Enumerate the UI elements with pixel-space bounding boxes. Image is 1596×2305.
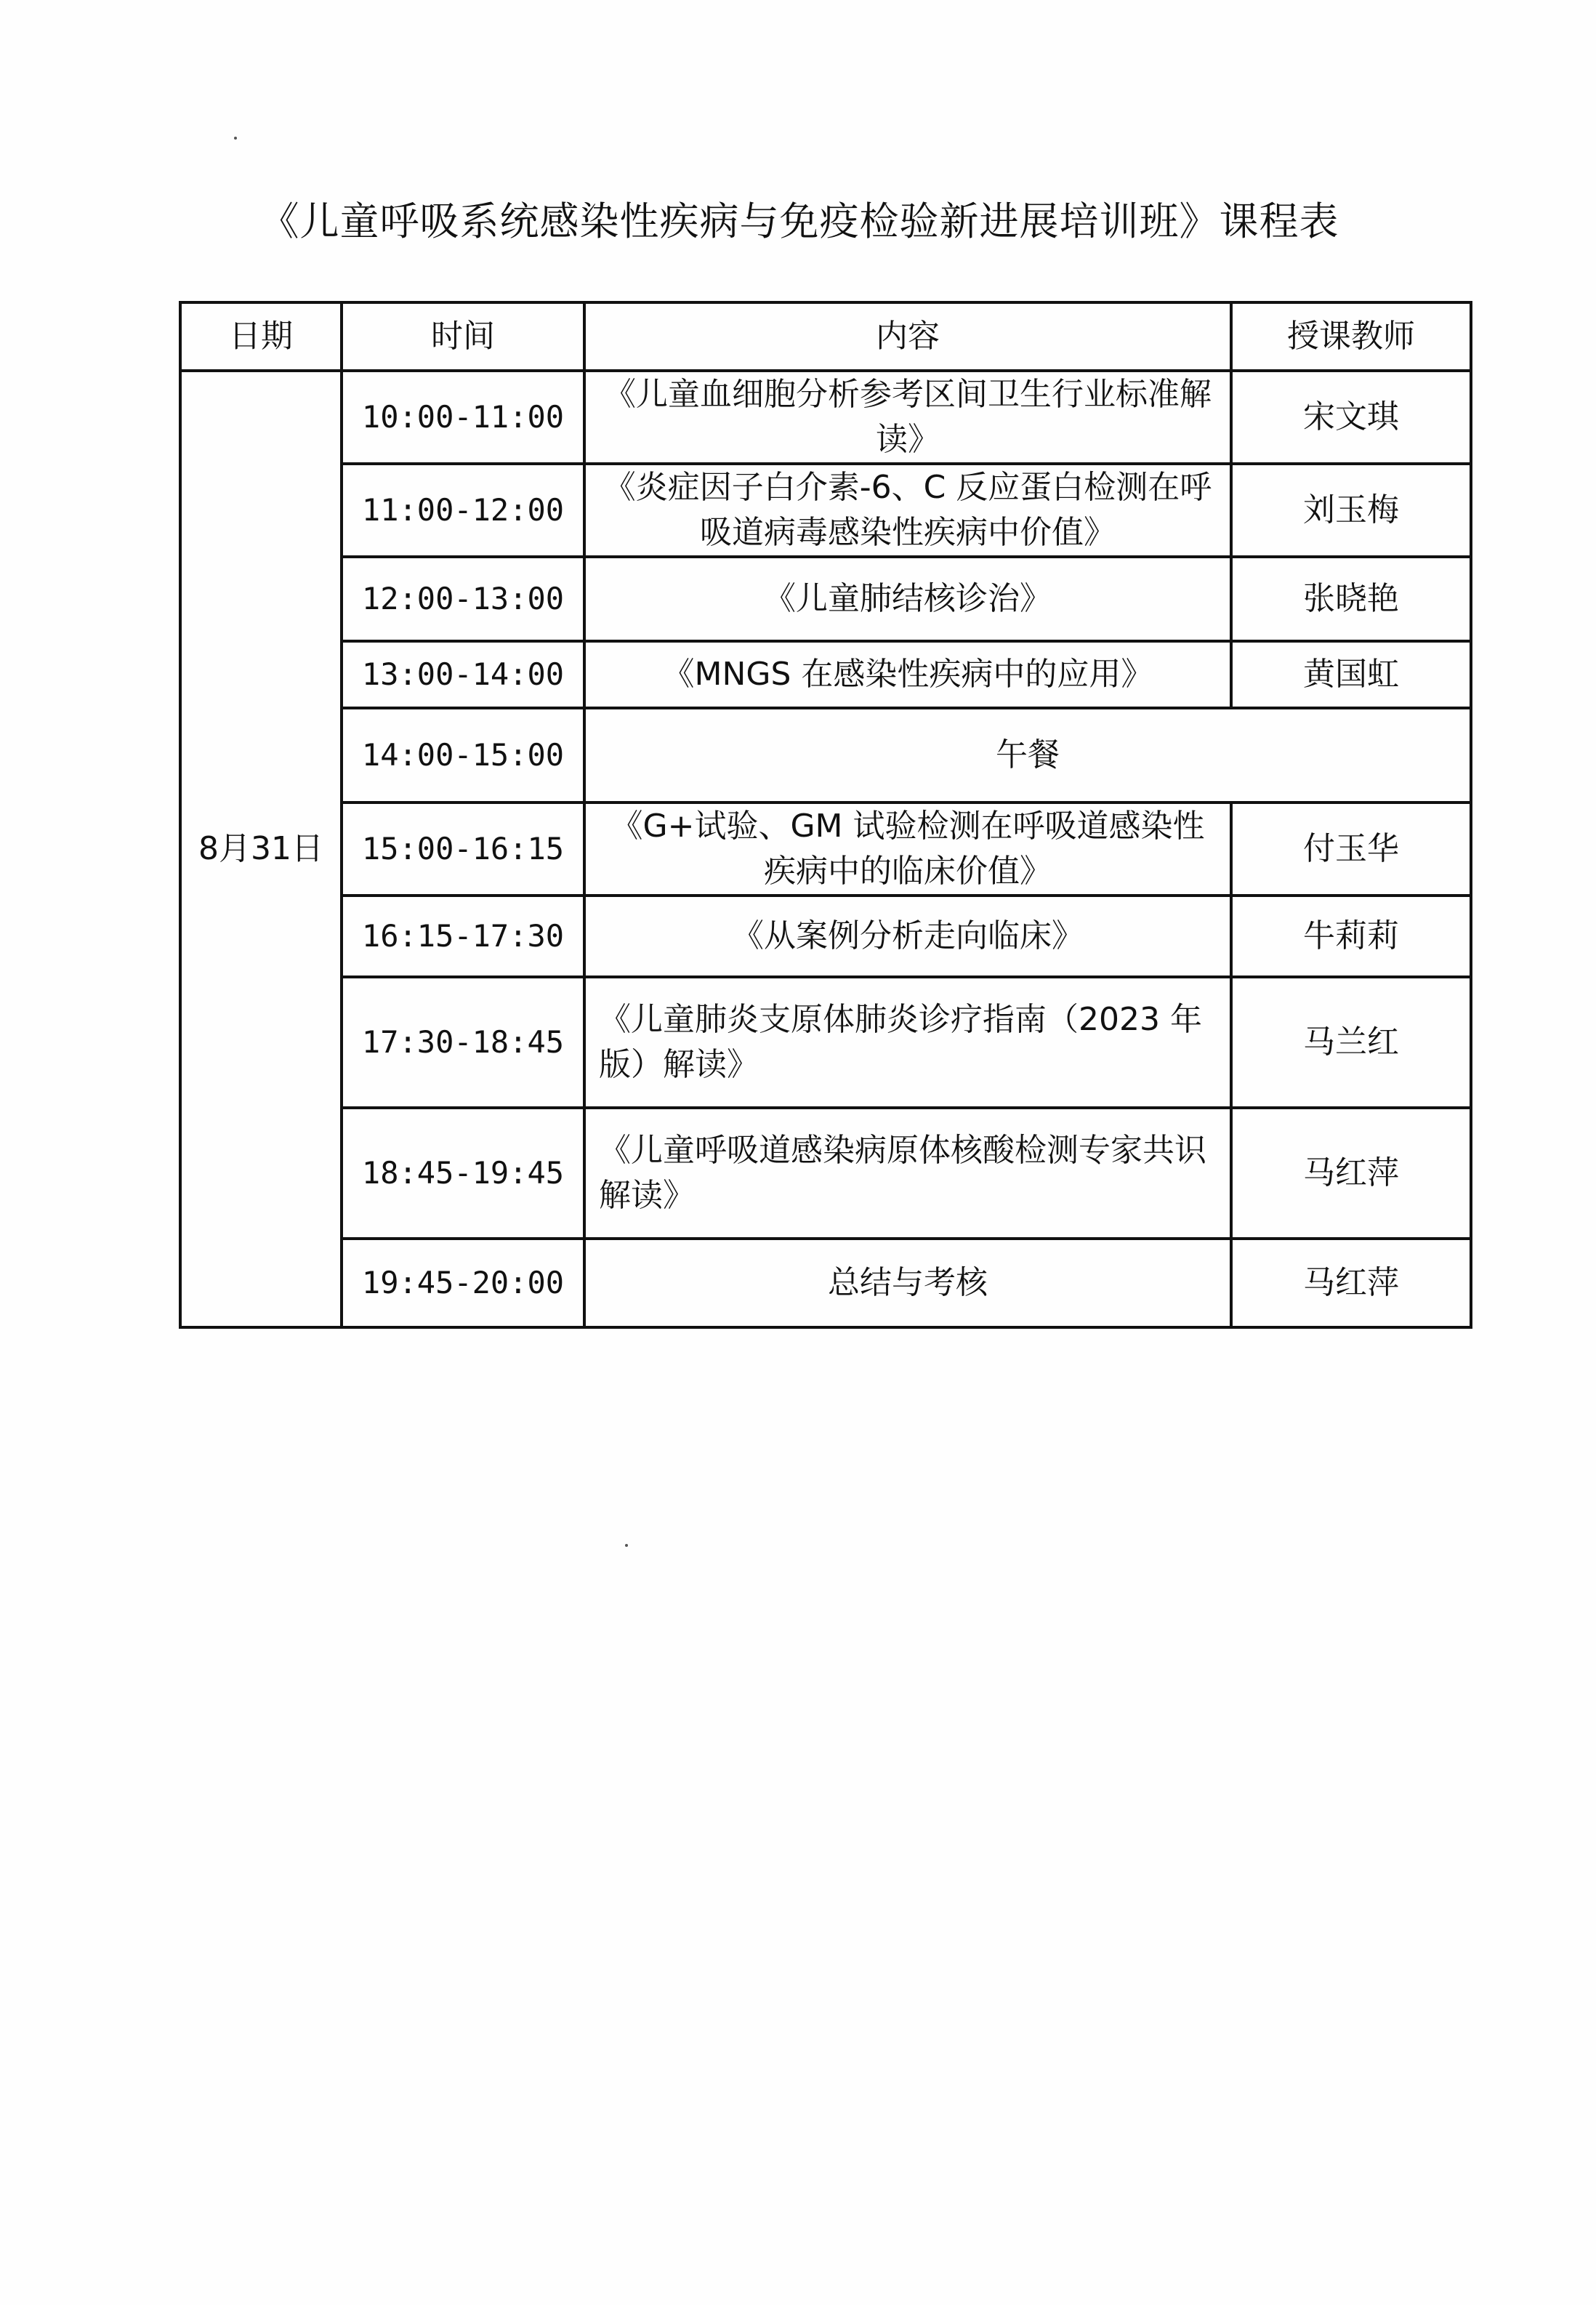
header-teacher: 授课教师 [1231, 302, 1471, 371]
content-cell: 《G+试验、GM 试验检测在呼吸道感染性疾病中的临床价值》 [584, 802, 1231, 896]
teacher-cell: 付玉华 [1231, 802, 1471, 896]
scan-speck [234, 137, 237, 140]
table-row [180, 1108, 1471, 1239]
content-cell: 《MNGS 在感染性疾病中的应用》 [584, 641, 1231, 708]
table-row [180, 977, 1471, 1108]
time-cell: 18:45-19:45 [342, 1108, 584, 1239]
content-cell: 《从案例分析走向临床》 [584, 896, 1231, 977]
teacher-cell: 黄国虹 [1231, 641, 1471, 708]
time-cell: 10:00-11:00 [342, 371, 584, 464]
document-title: 《儿童呼吸系统感染性疾病与免疫检验新进展培训班》课程表 [259, 198, 1339, 244]
header-date: 日期 [180, 302, 342, 371]
time-cell: 14:00-15:00 [342, 708, 584, 802]
content-cell: 总结与考核 [584, 1239, 1231, 1327]
table-row [180, 802, 1471, 896]
table-row [180, 371, 1471, 464]
lunch-cell: 午餐 [584, 708, 1471, 802]
teacher-cell: 刘玉梅 [1231, 464, 1471, 557]
table-row [180, 1239, 1471, 1327]
time-cell: 19:45-20:00 [342, 1239, 584, 1327]
schedule-table [179, 301, 1472, 1329]
teacher-cell: 马兰红 [1231, 977, 1471, 1108]
teacher-cell: 牛莉莉 [1231, 896, 1471, 977]
time-cell: 17:30-18:45 [342, 977, 584, 1108]
content-cell: 《儿童肺结核诊治》 [584, 557, 1231, 641]
time-cell: 13:00-14:00 [342, 641, 584, 708]
header-time: 时间 [342, 302, 584, 371]
time-cell: 12:00-13:00 [342, 557, 584, 641]
content-cell: 《儿童血细胞分析参考区间卫生行业标准解读》 [584, 371, 1231, 464]
time-cell: 15:00-16:15 [342, 802, 584, 896]
teacher-cell: 张晓艳 [1231, 557, 1471, 641]
table-header-row [180, 302, 1471, 371]
table-row [180, 708, 1471, 802]
content-cell: 《炎症因子白介素-6、C 反应蛋白检测在呼吸道病毒感染性疾病中价值》 [584, 464, 1231, 557]
table-row [180, 557, 1471, 641]
scan-speck [625, 1544, 628, 1547]
table-row [180, 464, 1471, 557]
teacher-cell: 马红萍 [1231, 1239, 1471, 1327]
teacher-cell: 马红萍 [1231, 1108, 1471, 1239]
date-cell: 8月31日 [180, 371, 342, 1327]
table-row [180, 896, 1471, 977]
teacher-cell: 宋文琪 [1231, 371, 1471, 464]
content-cell: 《儿童肺炎支原体肺炎诊疗指南（2023 年版）解读》 [584, 977, 1231, 1108]
table-row [180, 641, 1471, 708]
time-cell: 11:00-12:00 [342, 464, 584, 557]
header-content: 内容 [584, 302, 1231, 371]
content-cell: 《儿童呼吸道感染病原体核酸检测专家共识解读》 [584, 1108, 1231, 1239]
time-cell: 16:15-17:30 [342, 896, 584, 977]
